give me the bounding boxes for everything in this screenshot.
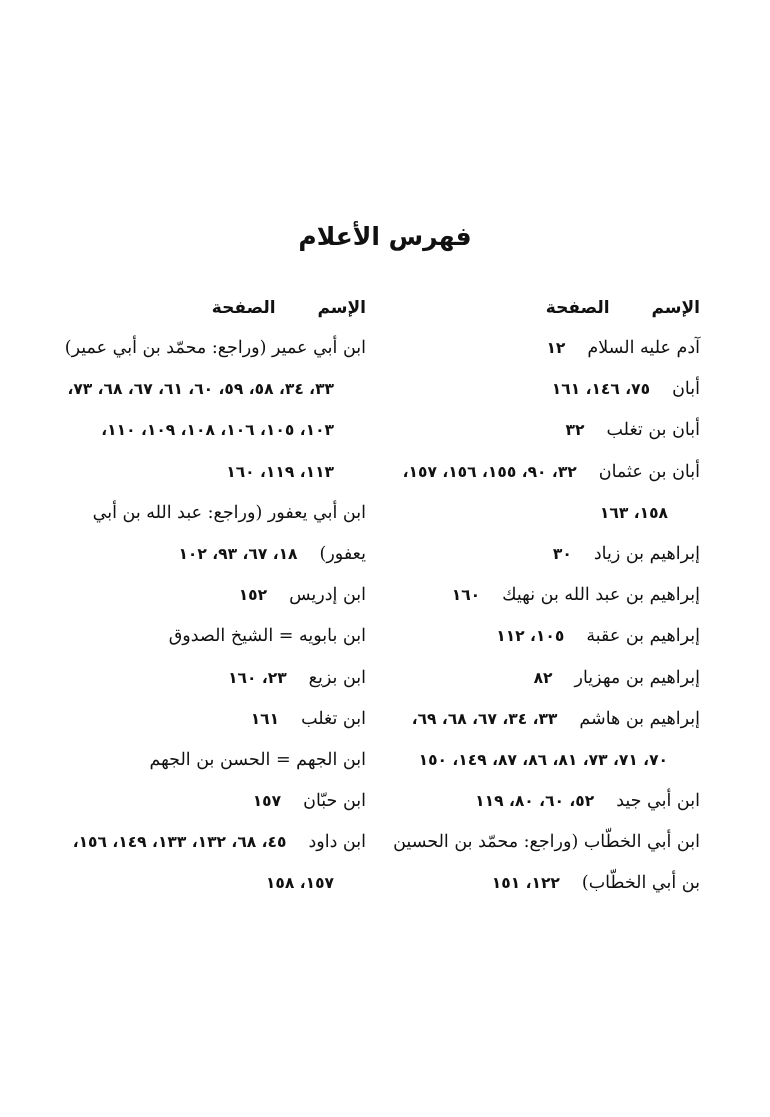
entry-pages: ٣٣، ٣٤، ٦٧، ٦٨، ٦٩، — [411, 709, 558, 728]
entry-name: يعفور) — [319, 543, 366, 564]
column-header — [48, 288, 366, 328]
index-entry — [382, 658, 700, 699]
entry-name: أبان — [672, 379, 700, 400]
entry-name: آدم عليه السلام — [587, 338, 700, 358]
entry-pages: ١٦٠ — [451, 586, 481, 605]
entry-pages: ١٥٧، ١٥٨ — [265, 874, 334, 893]
index-entry — [382, 328, 700, 369]
page-title: فهرس الأعلام — [298, 222, 472, 251]
entry-pages: ١٥٢ — [238, 586, 268, 605]
entry-pages: ٤٥، ٦٨، ١٣٢، ١٣٣، ١٤٩، ١٥٦، — [72, 833, 287, 852]
index-entry — [382, 863, 700, 904]
entry-name: ابن أبي يعفور (وراجع: عبد الله بن أبي — [92, 502, 366, 523]
index-entry — [48, 328, 366, 369]
entry-name: ابن أبي الخطّاب (وراجع: محمّد بن الحسين — [393, 832, 700, 853]
entry-pages: ٣٠ — [552, 544, 572, 563]
entry-name: أبان بن عثمان — [598, 461, 700, 482]
index-entry — [48, 863, 366, 904]
index-entry — [48, 575, 366, 616]
page-header: الصفحة — [211, 298, 276, 318]
index-entry — [382, 699, 700, 740]
entry-pages: ٧٥، ١٤٦، ١٦١ — [551, 380, 651, 399]
index-entry — [382, 575, 700, 616]
entry-name: ابن إدريس — [289, 585, 366, 606]
entry-name: ابن بزيع — [308, 667, 366, 688]
index-entry — [48, 658, 366, 699]
entry-pages: ٢٣، ١٦٠ — [228, 668, 287, 687]
entry-pages: ١٦١ — [250, 709, 280, 728]
entry-pages: ١٥٨، ١٦٣ — [599, 503, 668, 522]
index-entry — [382, 740, 700, 781]
entry-name: ابن داود — [308, 832, 366, 853]
entry-name: إبراهيم بن هاشم — [579, 708, 700, 729]
page-header: الصفحة — [545, 298, 610, 318]
entry-pages: ٨٢ — [533, 668, 553, 687]
entry-pages: ١٠٥، ١١٢ — [496, 627, 565, 646]
entry-name: إبراهيم بن مهزيار — [574, 667, 700, 688]
index-entry — [48, 410, 366, 451]
index-entry — [48, 616, 366, 657]
entry-pages: ٣٢، ٩٠، ١٥٥، ١٥٦، ١٥٧، — [402, 462, 577, 481]
index-entry — [382, 781, 700, 822]
entry-name: ابن بابويه = الشيخ الصدوق — [168, 626, 366, 647]
entry-name: إبراهيم بن زياد — [593, 543, 700, 564]
name-header: الإسم — [651, 298, 700, 318]
index-entry — [382, 369, 700, 410]
entry-name: إبراهيم بن عبد الله بن نهيك — [502, 585, 700, 606]
index-entry — [48, 493, 366, 534]
entry-name: ابن الجهم = الحسن بن الجهم — [149, 749, 366, 770]
entry-pages: ١٢٢، ١٥١ — [491, 874, 560, 893]
index-entry — [382, 616, 700, 657]
entry-pages: ١٥٧ — [252, 792, 282, 811]
entry-pages: ١٠٣، ١٠٥، ١٠٦، ١٠٨، ١٠٩، ١١٠، — [101, 421, 334, 440]
index-entry — [48, 781, 366, 822]
index-entry — [48, 452, 366, 493]
index-column-right — [382, 288, 700, 905]
entry-pages: ٥٢، ٦٠، ٨٠، ١١٩ — [475, 792, 595, 811]
index-entry — [382, 534, 700, 575]
column-header — [382, 288, 700, 328]
entry-pages: ٧٠، ٧١، ٧٣، ٨١، ٨٦، ٨٧، ١٤٩، ١٥٠ — [418, 750, 668, 769]
entry-name: أبان بن تغلب — [606, 420, 700, 441]
entry-pages: ٣٢ — [565, 421, 585, 440]
entry-pages: ١٨، ٦٧، ٩٣، ١٠٢ — [178, 544, 298, 563]
index-entry — [48, 740, 366, 781]
entry-pages: ٣٣، ٣٤، ٥٨، ٥٩، ٦٠، ٦١، ٦٧، ٦٨، ٧٣، — [67, 380, 334, 399]
entry-pages: ١٢ — [546, 339, 566, 357]
entry-pages: ١١٣، ١١٩، ١٦٠ — [226, 462, 334, 481]
index-entry — [48, 699, 366, 740]
name-header: الإسم — [317, 298, 366, 318]
entry-name: ابن حبّان — [303, 791, 366, 812]
index-entry — [48, 822, 366, 863]
entry-name: إبراهيم بن عقبة — [586, 626, 700, 647]
entry-name: بن أبي الخطّاب) — [581, 873, 700, 894]
index-entry — [48, 534, 366, 575]
entry-name: ابن أبي جيد — [616, 791, 700, 812]
entry-name: ابن أبي عمير (وراجع: محمّد بن أبي عمير) — [64, 338, 366, 358]
index-entry — [382, 493, 700, 534]
index-entry — [382, 822, 700, 863]
index-entry — [382, 452, 700, 493]
index-entry — [382, 410, 700, 451]
entry-name: ابن تغلب — [301, 708, 366, 729]
index-entry — [48, 369, 366, 410]
index-column-left — [48, 288, 366, 905]
